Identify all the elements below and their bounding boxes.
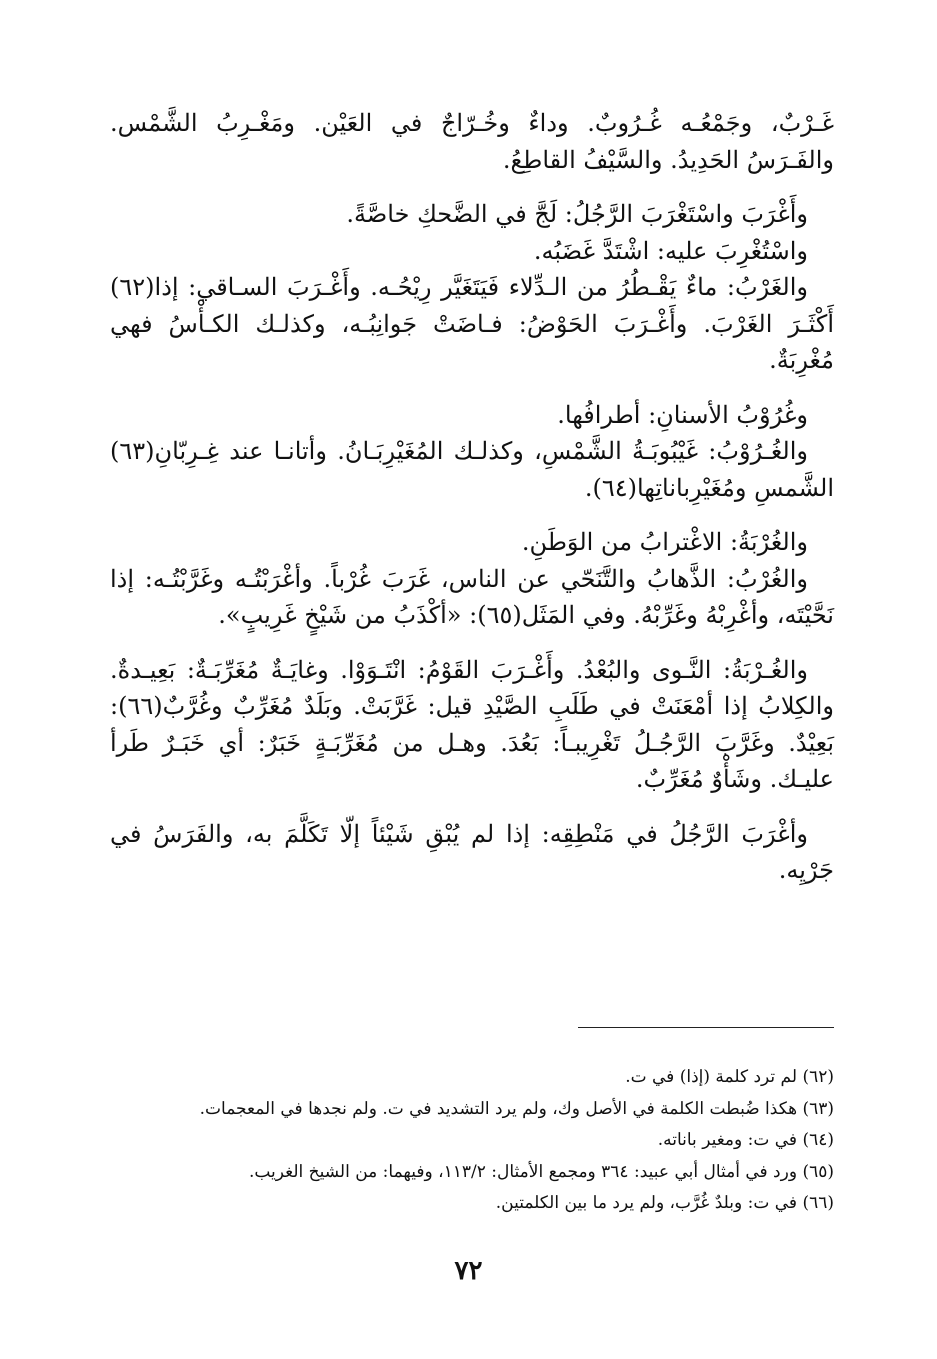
main-text	[110, 105, 834, 907]
paragraph-9: والغُـرْبَةُ: النَّـوى والبُعْدُ. وأَغْـرَبَ القَوْمُ: انْتَـوَوْا. وغايَـةٌ مُغَرِّبَـةٌ: بَعِيـدةٌ. والكِلابُ إذا أمْعَنَتْ في طَلَبِ الصَّيْدِ قيل: غَرَّبَتْ. وبَلَدٌ مُغَرِّبٌ وغُرَّبٌ(٦٦): بَعِيْدٌ. وغَرَّبَ الرَّجُـلُ تَغْرِيبـاً: بَعُدَ. وهـل من مُغَرِّبَـةٍ خَبَرٌ: أي خَبَـرٌ طَرأ عليـك. وشَأْوٌ مُغَرِّبٌ.	[110, 655, 834, 793]
footnote-65: (٦٥) ورد في أمثال أبي عبيد: ٣٦٤ ومجمع الأمثال: ١١٣/٢، وفيهما: من الشيخ الغريب.	[248, 1161, 834, 1182]
paragraph-1: غَـرْبٌ، وجَمْعُـه غُـرُوبٌ. وداءٌ وخُـرّاجٌ في العَيْن. ومَغْـرِبُ الشَّمْس. والفَـرَسُ الحَدِيدُ. والسَّيْفُ القاطِعُ.	[110, 109, 834, 174]
footnote-64: (٦٤) في ت: ومغير باناته.	[657, 1130, 834, 1150]
footnote-separator	[578, 1027, 834, 1028]
footnote-62: (٦٢) لم ترد كلمة (إذا) في ت.	[625, 1067, 834, 1087]
paragraph-8: والغُرْبُ: الذَّهابُ والتَّنَحّي عن الناس، غَرَبَ غُرْباً. وأغْرَبْتُـه وغَرَّبْتُـه: إذا نَحَّيْتَه، وأغْرِبْهُ وغَرِّبْهُ. وفي المَثَل(٦٥): «أكْذَبُ من شَيْخٍ غَرِيبٍ».	[110, 564, 834, 629]
footnotes	[110, 1062, 834, 1220]
page-number: ٧٢	[454, 1256, 483, 1286]
footnote-66: (٦٦) في ت: وبلدٌ غُرَّب، ولم يرد ما بين الكلمتين.	[495, 1193, 834, 1213]
paragraph-10: وأغْرَبَ الرَّجُلُ في مَنْطِقِه: إذا لم يُبْقِ شَيْئاً إلّا تَكَلَّمَ به، والفَرَسُ في جَرْيِه.	[110, 819, 834, 884]
paragraph-7: والغُرْبَةُ: الاغْترابُ من الوَطَنِ.	[521, 528, 808, 556]
paragraph-4: والغَرْبُ: ماءٌ يَقْـطُرُ من الـدِّلاء فَيَتَغَيَّر رِيْحُـه. وأَغْـرَبَ السـاقي: إذا(٦٢) أَكْثَـرَ الغَرْبَ. وأَغْـرَبَ الحَوْضُ: فـاضَتْ جَوانِبُـه، وكذلـك الكـأْسُ فهي مُغْرِبَةٌ.	[110, 273, 834, 374]
paragraph-2: وأَغْرَبَ واسْتَغْرَبَ الرَّجُلُ: لَجَّ في الضَّحكِ خاصَّةً.	[346, 200, 808, 228]
footnote-63: (٦٣) هكذا ضُبطت الكلمة في الأصل وك، ولم يرد التشديد في ت. ولم نجدها في المعجمات.	[199, 1098, 834, 1119]
paragraph-3: واسْتُغْرِبَ عليه: اشْتَدَّ غَضَبُه.	[533, 236, 808, 265]
paragraph-5: وغُرُوْبُ الأسنانِ: أطرافُها.	[557, 400, 808, 429]
paragraph-6: والغُـرُوْبُ: غَيْبُوبَـةُ الشَّمْسِ، وكذلـك المُغَيْرِبَـانُ. وأتانـا عند غِـرِبّانِ(٦٣) الشَّمسِ ومُغَيْرِباناتِها(٦٤).	[110, 437, 834, 502]
